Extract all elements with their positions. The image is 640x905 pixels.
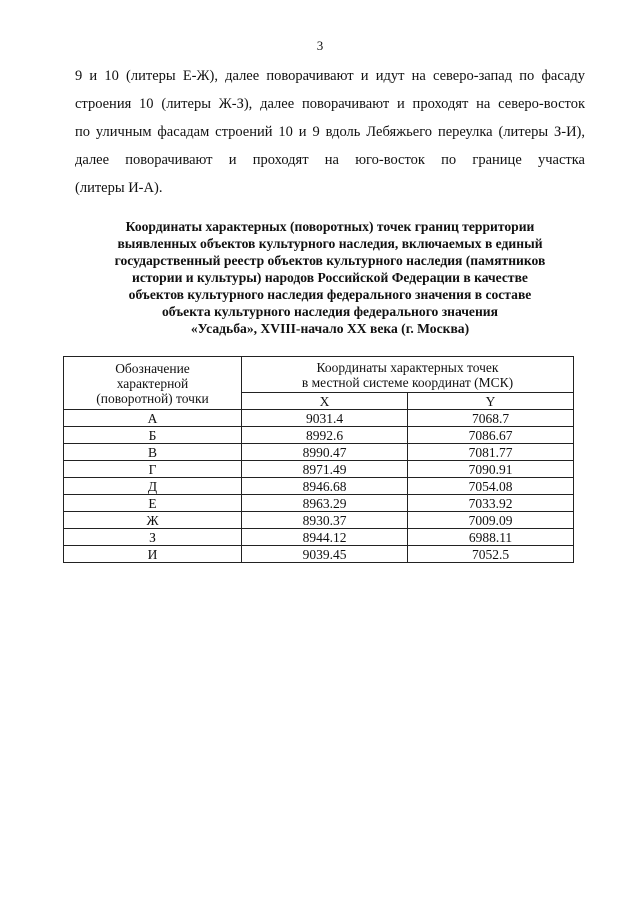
title-line: объекта культурного наследия федерального значения bbox=[162, 304, 498, 319]
table-row bbox=[64, 444, 574, 461]
y-cell: 7090.91 bbox=[408, 461, 574, 478]
body-line: 9 и 10 (литеры Е-Ж), далее поворачивают и идут на северо-запад по фасаду bbox=[75, 68, 585, 84]
table-row bbox=[64, 478, 574, 495]
designation-header: Обозначение характерной (поворотной) точки bbox=[64, 357, 242, 410]
body-line: строения 10 (литеры Ж-З), далее поворачивают и проходят на северо-восток bbox=[75, 96, 585, 112]
table-row bbox=[64, 461, 574, 478]
body-line: далее поворачивают и проходят на юго-восток по границе участка bbox=[75, 152, 585, 168]
x-header: X bbox=[242, 393, 408, 410]
page-number: 3 bbox=[316, 38, 324, 53]
body-line: по уличным фасадам строений 10 и 9 вдоль Лебяжьего переулка (литеры З-И), bbox=[75, 124, 585, 140]
y-cell: 6988.11 bbox=[408, 529, 574, 546]
title-line: «Усадьба», XVIII-начало XX века (г. Москва) bbox=[190, 321, 470, 336]
y-cell: 7086.67 bbox=[408, 427, 574, 444]
point-cell: Ж bbox=[64, 512, 242, 529]
table-row bbox=[64, 410, 574, 427]
y-cell: 7054.08 bbox=[408, 478, 574, 495]
body-line: (литеры И-А). bbox=[75, 180, 163, 196]
x-cell: 8971.49 bbox=[242, 461, 408, 478]
title-line: государственный реестр объектов культурного наследия (памятников bbox=[114, 253, 546, 268]
title-line: выявленных объектов культурного наследия, включаемых в единый bbox=[117, 236, 543, 251]
x-cell: 8946.68 bbox=[242, 478, 408, 495]
y-cell: 7068.7 bbox=[408, 410, 574, 427]
y-cell: 7081.77 bbox=[408, 444, 574, 461]
table-row bbox=[64, 495, 574, 512]
x-cell: 8963.29 bbox=[242, 495, 408, 512]
table-row bbox=[64, 546, 574, 563]
y-cell: 7009.09 bbox=[408, 512, 574, 529]
coordinates-header: Координаты характерных точек в местной системе координат (МСК) bbox=[242, 357, 574, 393]
table-title bbox=[75, 218, 585, 337]
x-cell: 8944.12 bbox=[242, 529, 408, 546]
title-line: истории и культуры) народов Российской Федерации в качестве bbox=[132, 270, 528, 285]
title-line: объектов культурного наследия федерального значения в составе bbox=[128, 287, 532, 302]
x-cell: 9039.45 bbox=[242, 546, 408, 563]
table-row bbox=[64, 427, 574, 444]
title-line: Координаты характерных (поворотных) точек границ территории bbox=[125, 219, 535, 234]
point-cell: Д bbox=[64, 478, 242, 495]
point-cell: И bbox=[64, 546, 242, 563]
x-cell: 8990.47 bbox=[242, 444, 408, 461]
point-cell: З bbox=[64, 529, 242, 546]
x-cell: 8930.37 bbox=[242, 512, 408, 529]
y-header: Y bbox=[408, 393, 574, 410]
point-cell: Е bbox=[64, 495, 242, 512]
point-cell: Б bbox=[64, 427, 242, 444]
x-cell: 8992.6 bbox=[242, 427, 408, 444]
point-cell: А bbox=[64, 410, 242, 427]
point-cell: Г bbox=[64, 461, 242, 478]
y-cell: 7033.92 bbox=[408, 495, 574, 512]
point-cell: В bbox=[64, 444, 242, 461]
table-row bbox=[64, 512, 574, 529]
y-cell: 7052.5 bbox=[408, 546, 574, 563]
table-row bbox=[64, 529, 574, 546]
body-paragraph bbox=[75, 62, 585, 202]
coordinates-table bbox=[63, 356, 574, 563]
x-cell: 9031.4 bbox=[242, 410, 408, 427]
